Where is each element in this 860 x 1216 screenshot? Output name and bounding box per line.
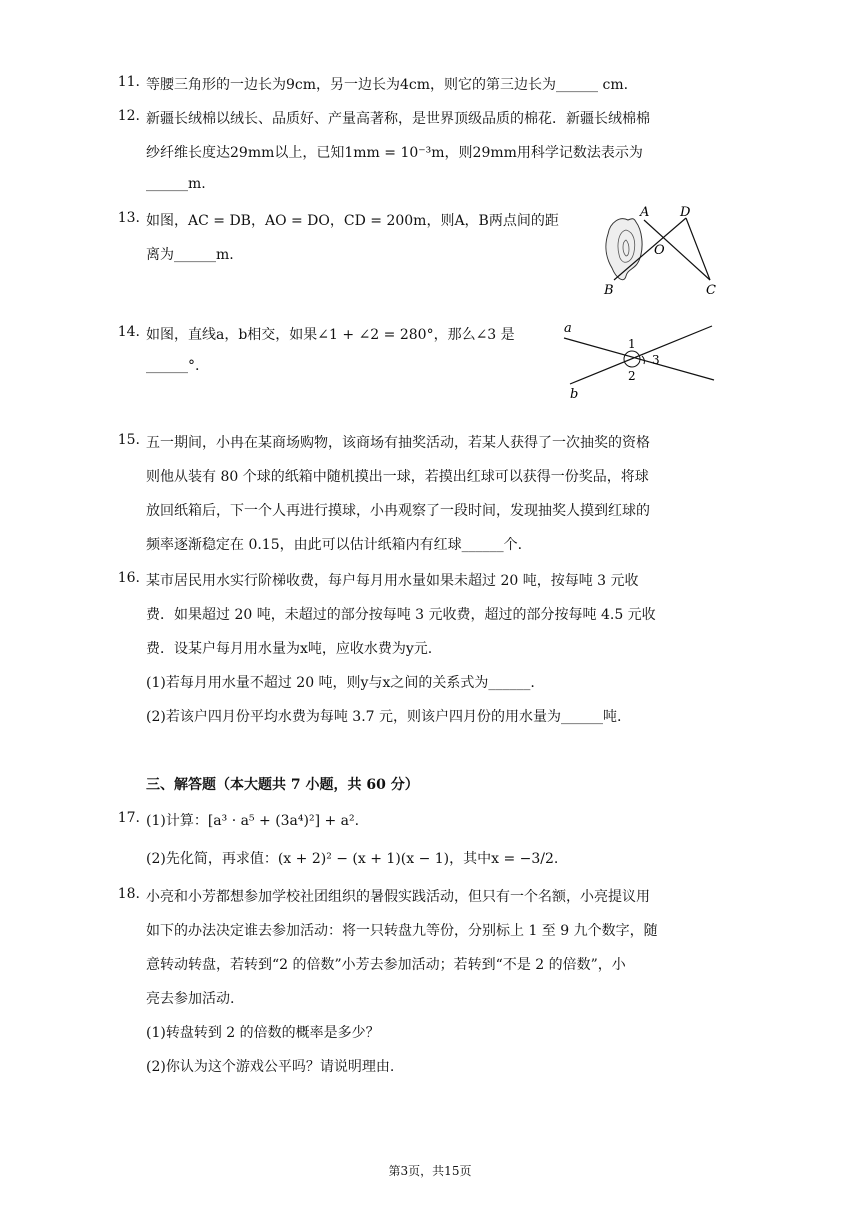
question-text-line: 如图，AC = DB，AO = DO，CD = 200m，则A，B两点间的距	[146, 213, 559, 229]
angle-arc-2	[624, 359, 640, 367]
question-subpart-1: (1)转盘转到 2 的倍数的概率是多少？	[146, 1025, 380, 1041]
section-title: 三、解答题（本大题共 7 小题，共 60 分）	[146, 777, 419, 793]
question-text-line: 频率逐渐稳定在 0.15，由此可以估计纸箱内有红球______个.	[146, 537, 523, 553]
question-number: 16.	[117, 570, 140, 586]
point-label-A: A	[640, 205, 650, 220]
question-text-line: ______°.	[146, 358, 200, 374]
question-text-line: 纱纤维长度达29mm以上，已知1mm = 10⁻³m，则29mm用科学记数法表示为	[146, 145, 643, 161]
question-number: 14.	[117, 324, 140, 340]
question-number: 12.	[117, 108, 140, 124]
point-label-B: B	[604, 283, 614, 298]
line-a	[564, 338, 714, 380]
question-subpart-1: (1)计算：[a³ · a⁵ + (3a⁴)²] + a².	[146, 813, 360, 829]
angle-label-3: 3	[652, 353, 660, 367]
question-text-line: 则他从装有 80 个球的纸箱中随机摸出一球，若摸出红球可以获得一份奖品，将球	[146, 469, 649, 485]
question-number: 17.	[117, 810, 140, 826]
question-text-line: 费．设某户每月用水量为x吨，应收水费为y元.	[146, 641, 433, 657]
question-text-line: 等腰三角形的一边长为9cm，另一边长为4cm，则它的第三边长为______ cm.	[146, 77, 629, 93]
question-text-line: 五一期间，小冉在某商场购物，该商场有抽奖活动，若某人获得了一次抽奖的资格	[146, 435, 650, 451]
question-subpart-2: (2)你认为这个游戏公平吗？请说明理由.	[146, 1059, 395, 1075]
page-footer: 第3页，共15页	[388, 1164, 472, 1178]
question-subpart-2: (2)若该户四月份平均水费为每吨 3.7 元，则该户四月份的用水量为______吨.	[146, 709, 622, 725]
question-number: 15.	[117, 432, 140, 448]
line-b	[570, 326, 712, 384]
point-label-O: O	[654, 243, 665, 258]
question-subpart-1: (1)若每月用水量不超过 20 吨，则y与x之间的关系式为______.	[146, 675, 535, 691]
question-text-line: 如图，直线a，b相交，如果∠1 + ∠2 = 280°，那么∠3 是	[146, 327, 515, 343]
question-text-line: 离为______m.	[146, 247, 234, 263]
line-label-b: b	[570, 387, 579, 402]
question-text-line: 小亮和小芳都想参加学校社团组织的暑假实践活动，但只有一个名额，小亮提议用	[146, 889, 650, 905]
question-text-line: 亮去参加活动.	[146, 991, 235, 1007]
question-text-line: 放回纸箱后，下一个人再进行摸球，小冉观察了一段时间，发现抽奖人摸到红球的	[146, 503, 650, 519]
angle-label-1: 1	[628, 337, 636, 351]
question-text-line: 如下的办法决定谁去参加活动：将一只转盘九等份，分别标上 1 至 9 九个数字，随	[146, 923, 658, 939]
question-text-line: 某市居民用水实行阶梯收费，每户每月用水量如果未超过 20 吨，按每吨 3 元收	[146, 573, 639, 589]
line-label-a: a	[564, 321, 572, 336]
geometry-figure-14	[560, 318, 720, 404]
question-subpart-2: (2)先化简，再求值：(x + 2)² − (x + 1)(x − 1)，其中x = −3/2.	[146, 851, 559, 867]
geometry-figure-13	[598, 202, 724, 300]
segment-DC	[686, 218, 710, 280]
point-label-D: D	[680, 205, 691, 220]
lake-outline	[606, 219, 642, 280]
question-text-line: ______m.	[146, 176, 206, 192]
point-label-C: C	[706, 283, 716, 298]
question-text-line: 费．如果超过 20 吨，未超过的部分按每吨 3 元收费，超过的部分按每吨 4.5 元收	[146, 607, 656, 623]
question-number: 13.	[117, 210, 140, 226]
question-text-line: 新疆长绒棉以绒长、品质好、产量高著称，是世界顶级品质的棉花．新疆长绒棉棉	[146, 111, 650, 127]
question-number: 18.	[117, 886, 140, 902]
question-number: 11.	[117, 74, 140, 90]
question-text-line: 意转动转盘，若转到“2 的倍数”小芳去参加活动；若转到“不是 2 的倍数”，小	[146, 957, 626, 973]
angle-label-2: 2	[628, 369, 636, 383]
